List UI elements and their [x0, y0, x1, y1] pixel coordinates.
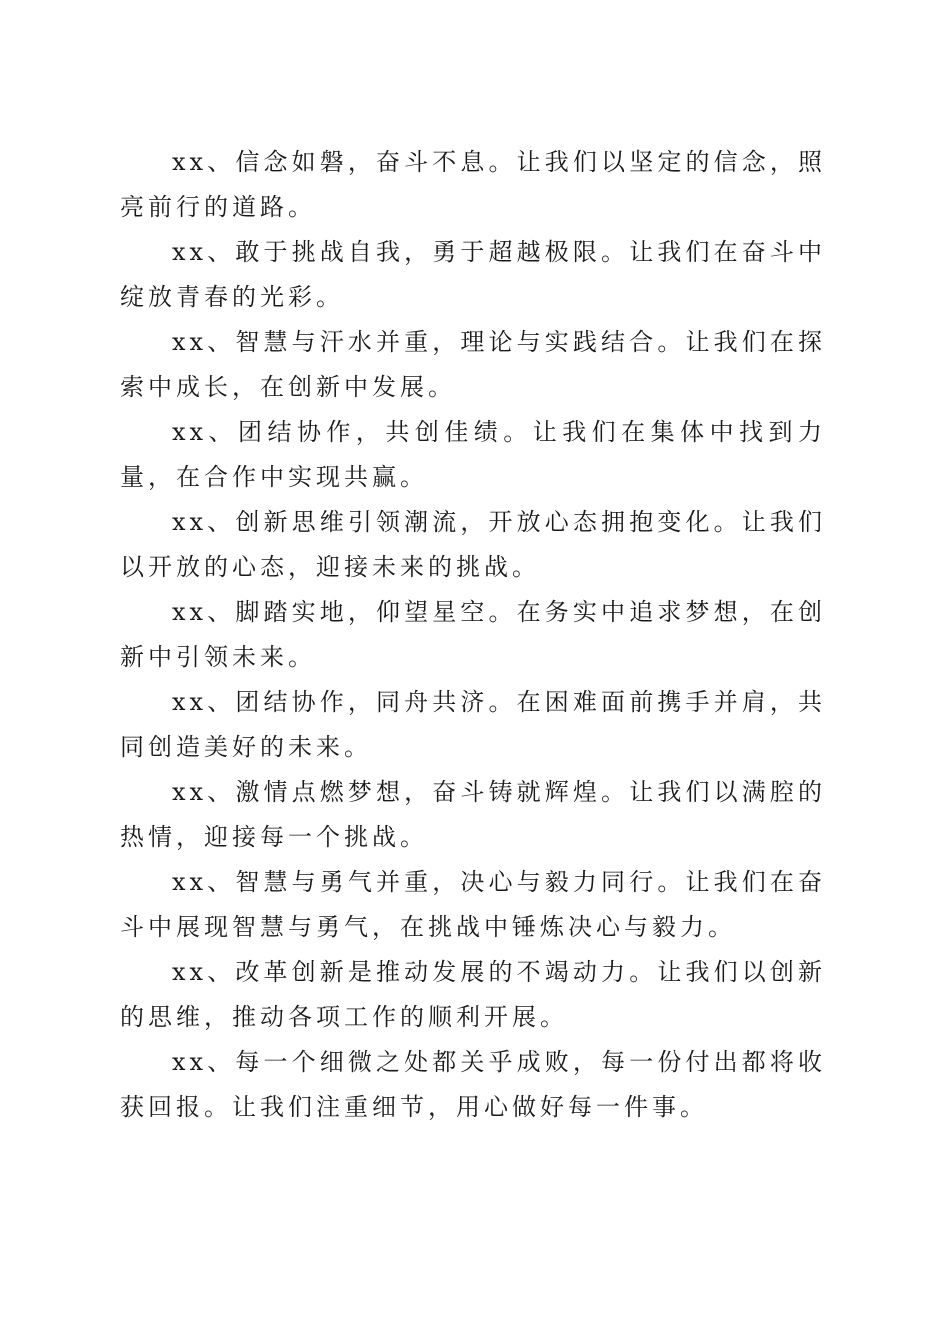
paragraph: xx、每一个细微之处都关乎成败，每一份付出都将收获回报。让我们注重细节，用心做好每一件事。	[120, 1048, 826, 1121]
document-body	[120, 140, 826, 1130]
paragraph: xx、改革创新是推动发展的不竭动力。让我们以创新的思维，推动各项工作的顺利开展。	[120, 958, 826, 1031]
paragraph: xx、智慧与汗水并重，理论与实践结合。让我们在探索中成长，在创新中发展。	[120, 328, 826, 401]
paragraph: xx、团结协作，共创佳绩。让我们在集体中找到力量，在合作中实现共赢。	[120, 418, 826, 491]
paragraph: xx、脚踏实地，仰望星空。在务实中追求梦想，在创新中引领未来。	[120, 598, 826, 671]
paragraph: xx、创新思维引领潮流，开放心态拥抱变化。让我们以开放的心态，迎接未来的挑战。	[120, 508, 826, 581]
paragraph: xx、团结协作，同舟共济。在困难面前携手并肩，共同创造美好的未来。	[120, 688, 826, 761]
paragraph: xx、敢于挑战自我，勇于超越极限。让我们在奋斗中绽放青春的光彩。	[120, 238, 826, 311]
paragraph: xx、智慧与勇气并重，决心与毅力同行。让我们在奋斗中展现智慧与勇气，在挑战中锤炼决心与毅力。	[120, 868, 826, 941]
paragraph: xx、激情点燃梦想，奋斗铸就辉煌。让我们以满腔的热情，迎接每一个挑战。	[120, 778, 826, 851]
paragraph: xx、信念如磐，奋斗不息。让我们以坚定的信念，照亮前行的道路。	[120, 148, 826, 221]
